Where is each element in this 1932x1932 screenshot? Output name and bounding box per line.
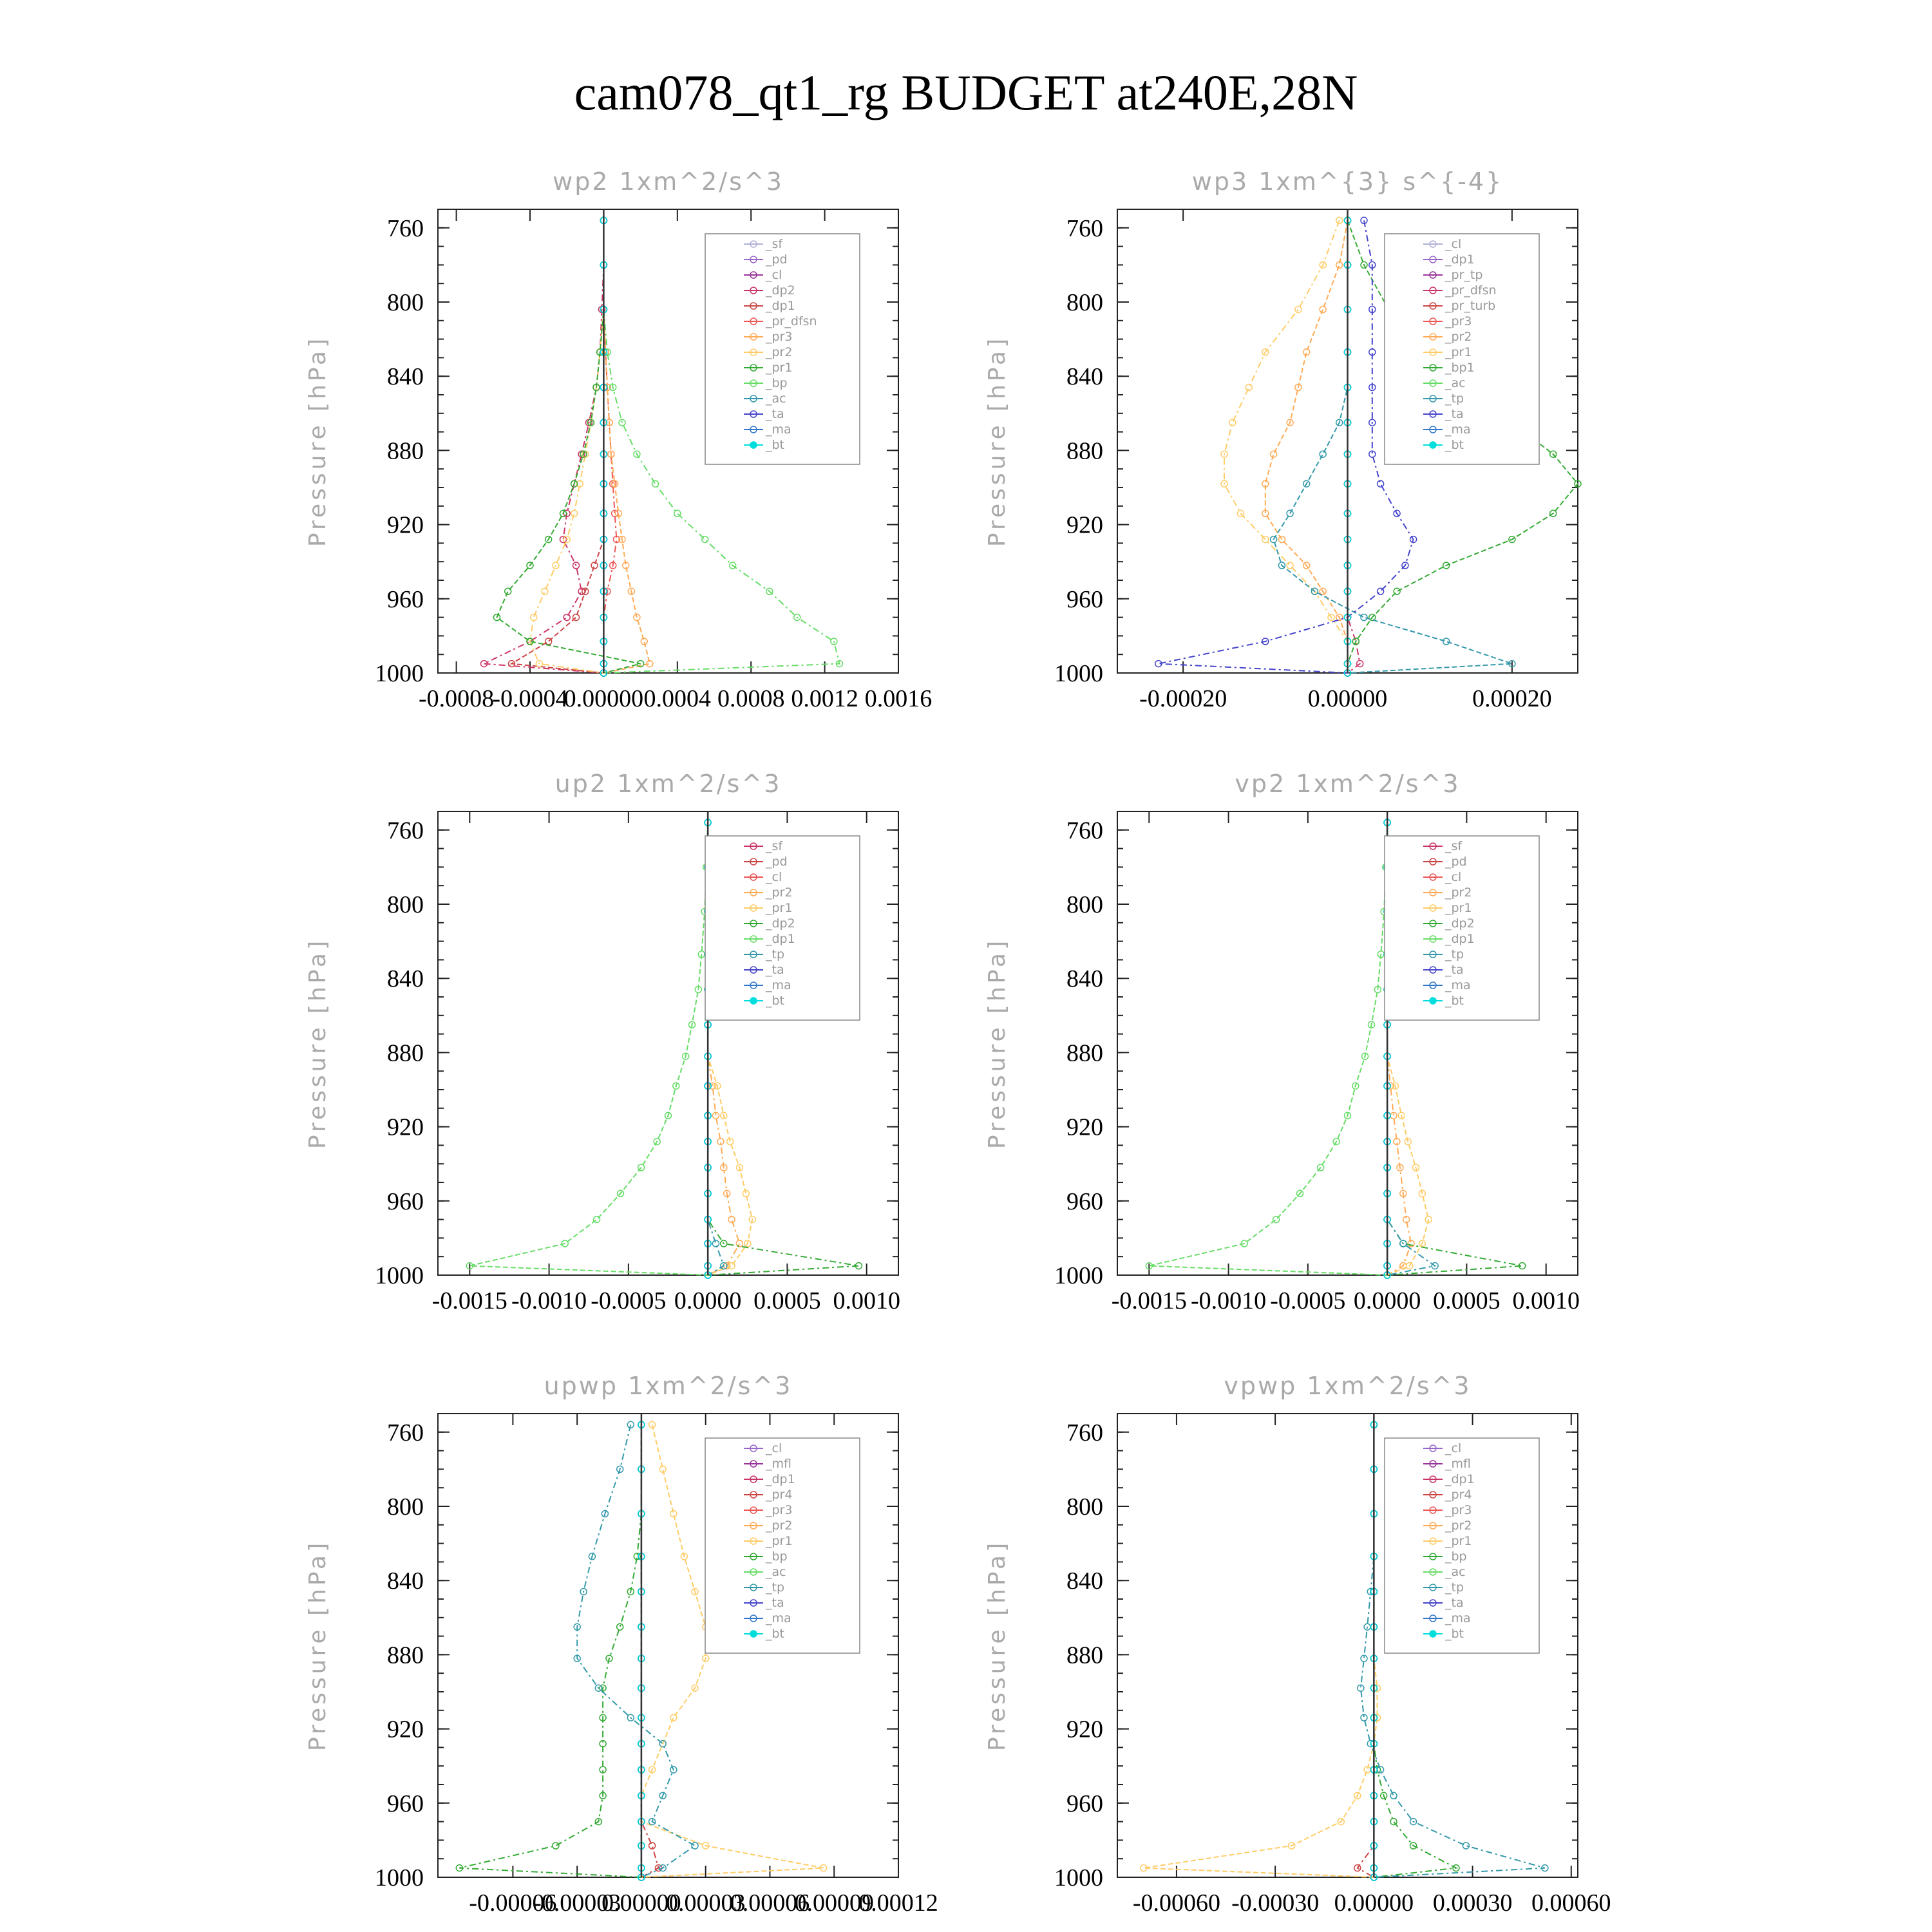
y-tick-label: 920 (1066, 1113, 1103, 1141)
panel-6 (984, 1372, 1611, 1917)
series-line-ta (1159, 220, 1414, 673)
y-tick-label: 880 (387, 437, 424, 465)
y-tick-label: 960 (387, 1188, 424, 1215)
y-tick-label: 800 (387, 289, 424, 316)
y-tick-label: 840 (387, 965, 424, 993)
y-tick-label: 800 (387, 891, 424, 918)
legend-label: _dp1 (1445, 252, 1475, 267)
x-tick-label: -0.0010 (511, 1287, 587, 1314)
x-tick-label: 0.00000 (564, 685, 644, 712)
panel-title: vpwp 1xm^2/s^3 (1224, 1372, 1472, 1400)
panel-title: wp2 1xm^2/s^3 (553, 167, 784, 196)
panel-title: upwp 1xm^2/s^3 (544, 1372, 793, 1400)
x-tick-label: 0.00012 (858, 1889, 938, 1917)
legend (705, 1438, 860, 1653)
panel-3 (305, 770, 900, 1314)
series-line-pr-dfsn (1348, 220, 1360, 673)
y-tick-label: 760 (1066, 1419, 1103, 1446)
x-tick-label: 0.00006 (730, 1889, 810, 1917)
series-point (1295, 307, 1302, 313)
series-point (1320, 307, 1326, 313)
y-tick-label: 760 (387, 817, 424, 844)
legend-label: _pr1 (1445, 901, 1472, 915)
x-tick-label: 0.0010 (833, 1287, 900, 1314)
series-line-dp1 (1149, 822, 1387, 1275)
legend-label: _dp2 (1445, 916, 1475, 931)
series-point (1378, 588, 1384, 594)
legend-label: _ma (766, 1611, 791, 1625)
y-tick-label: 760 (1066, 817, 1103, 844)
series-point (594, 1217, 600, 1223)
x-tick-label: 0.0000 (674, 1287, 742, 1314)
panel-1 (305, 167, 932, 712)
legend-label: _bp (766, 376, 788, 390)
y-tick-label: 960 (1066, 1790, 1103, 1817)
series-line-tp (577, 1425, 695, 1877)
y-tick-label: 1000 (375, 1864, 424, 1891)
series-line-pr1 (1224, 220, 1348, 673)
series-point (1287, 562, 1293, 569)
legend-label: _ma (766, 978, 791, 992)
legend-label: _pr1 (766, 361, 793, 375)
figure-title: cam078_qt1_rg BUDGET at240E,28N (574, 64, 1358, 120)
legend-label: _dp2 (766, 916, 795, 931)
legend-marker (1430, 1631, 1436, 1637)
series-point (1394, 588, 1400, 594)
x-tick-label: 0.0016 (864, 685, 933, 712)
y-axis-label: Pressure [hPa] (984, 937, 1010, 1150)
series-line-pr4 (1358, 1425, 1374, 1877)
legend (705, 836, 860, 1020)
legend-label: _pr_turb (1445, 299, 1496, 313)
x-tick-label: -0.0015 (431, 1287, 507, 1314)
y-tick-label: 760 (387, 214, 424, 242)
y-tick-label: 880 (1066, 1642, 1103, 1669)
x-tick-label: -0.00020 (1139, 685, 1227, 712)
y-tick-label: 1000 (375, 660, 424, 687)
legend-label: _pr1 (1445, 345, 1472, 359)
series-line-pr1 (497, 220, 641, 673)
legend-label: _tp (1445, 392, 1464, 406)
legend-label: _ta (766, 963, 784, 977)
x-tick-label: 0.0010 (1512, 1287, 1580, 1314)
y-tick-label: 920 (387, 1716, 424, 1743)
x-tick-label: -0.00030 (1231, 1889, 1320, 1917)
y-tick-label: 800 (387, 1493, 424, 1520)
legend-label: _bt (1445, 1627, 1464, 1641)
y-tick-label: 960 (387, 1790, 424, 1817)
panel-title: vp2 1xm^2/s^3 (1235, 770, 1461, 798)
x-tick-label: 0.0005 (753, 1287, 821, 1314)
legend-label: _ta (766, 1596, 784, 1610)
x-tick-label: -0.00060 (1132, 1889, 1221, 1917)
legend-label: _pr_dfsn (766, 314, 817, 328)
legend-label: _pr4 (1445, 1488, 1472, 1502)
legend-label: _pr3 (766, 1503, 793, 1517)
panels (305, 167, 1611, 1917)
y-tick-label: 960 (387, 585, 424, 613)
panel-title: wp3 1xm^{3} s^{-4} (1191, 167, 1504, 196)
legend-label: _tp (766, 947, 785, 961)
y-tick-label: 800 (1066, 1493, 1103, 1520)
series-point (617, 1624, 623, 1630)
x-tick-label: 0.00060 (1531, 1889, 1611, 1917)
x-tick-label: -0.0004 (492, 685, 568, 712)
x-tick-label: -0.00003 (533, 1889, 621, 1917)
legend-label: _sf (766, 839, 783, 853)
y-axis-label: Pressure [hPa] (305, 335, 331, 547)
series-point (1245, 384, 1252, 391)
legend-label: _ta (1445, 963, 1464, 977)
legend-label: _dp1 (766, 932, 795, 946)
legend-label: _tp (1445, 947, 1464, 961)
series-point (1278, 536, 1285, 543)
legend (1385, 836, 1539, 1020)
legend-label: _ma (1445, 978, 1471, 992)
x-tick-label: 0.00020 (1472, 685, 1552, 712)
legend-label: _pr3 (766, 330, 793, 344)
series-point (1390, 1819, 1397, 1825)
legend-label: _cl (766, 1441, 782, 1455)
x-tick-label: 0.00000 (1307, 685, 1388, 712)
legend-label: _bp (1445, 1549, 1467, 1564)
x-tick-label: -0.00006 (469, 1889, 557, 1917)
legend-label: _bt (1445, 438, 1464, 452)
y-tick-label: 880 (387, 1642, 424, 1669)
legend-label: _cl (1445, 237, 1462, 251)
legend-label: _pr1 (766, 1534, 793, 1548)
legend-label: _bp1 (1445, 361, 1475, 375)
x-tick-label: -0.0010 (1191, 1287, 1267, 1314)
y-axis-label: Pressure [hPa] (984, 335, 1010, 547)
legend-label: _pd (1445, 855, 1467, 869)
y-tick-label: 840 (387, 1567, 424, 1595)
series-line-dp1 (469, 822, 708, 1275)
series-point (542, 588, 548, 594)
legend-label: _ma (766, 422, 791, 437)
legend-label: _pr3 (1445, 314, 1472, 328)
series-point (713, 1240, 719, 1247)
legend-label: _ac (766, 1565, 786, 1579)
x-tick-label: 0.0008 (717, 685, 785, 712)
y-tick-label: 800 (1066, 891, 1103, 918)
y-tick-label: 800 (1066, 289, 1103, 316)
x-tick-label: 0.00000 (1334, 1889, 1414, 1917)
legend-label: _cl (1445, 870, 1462, 884)
legend-label: _ta (1445, 407, 1464, 421)
legend-label: _pd (766, 855, 788, 869)
x-tick-label: 0.00003 (665, 1889, 746, 1917)
legend-label: _bt (1445, 994, 1464, 1008)
legend-label: _pr3 (1445, 1503, 1472, 1517)
x-tick-label: 0.0012 (791, 685, 858, 712)
legend-label: _pr_tp (1445, 268, 1483, 282)
legend-label: _ac (1445, 376, 1466, 390)
x-tick-label: -0.0005 (591, 1287, 667, 1314)
legend-label: _dp1 (1445, 932, 1475, 946)
legend-label: _sf (766, 237, 783, 251)
legend-label: _dp1 (766, 1472, 795, 1486)
legend-label: _bp (766, 1549, 788, 1564)
y-tick-label: 840 (387, 363, 424, 391)
legend-marker (750, 1631, 757, 1637)
legend (1385, 234, 1539, 464)
y-tick-label: 1000 (1054, 1262, 1103, 1289)
series-line-pr1 (1144, 1425, 1378, 1877)
y-tick-label: 1000 (1054, 660, 1103, 687)
legend-label: _pd (766, 252, 788, 267)
legend (705, 234, 860, 464)
y-tick-label: 960 (1066, 1188, 1103, 1215)
legend-label: _sf (1445, 839, 1463, 853)
series-point (564, 614, 570, 621)
legend-label: _pr2 (1445, 1519, 1472, 1533)
legend-label: _cl (766, 870, 782, 884)
series-point (674, 510, 681, 516)
y-tick-label: 920 (1066, 511, 1103, 539)
legend-label: _tp (766, 1580, 785, 1595)
x-tick-label: -0.0005 (1270, 1287, 1346, 1314)
legend-label: _cl (766, 268, 782, 282)
y-axis-label: Pressure [hPa] (305, 1539, 331, 1752)
legend-label: _dp2 (766, 283, 795, 298)
y-tick-label: 1000 (1054, 1864, 1103, 1891)
legend-label: _tp (1445, 1580, 1464, 1595)
series-point (1320, 451, 1326, 457)
y-tick-label: 840 (1066, 1567, 1103, 1595)
series-line-dp1 (511, 220, 603, 673)
legend-label: _cl (1445, 1441, 1462, 1455)
x-tick-label: 0.00030 (1432, 1889, 1513, 1917)
legend-label: _pr4 (766, 1488, 793, 1502)
x-tick-label: 0.0005 (1433, 1287, 1501, 1314)
legend-label: _pr1 (766, 901, 793, 915)
y-tick-label: 960 (1066, 585, 1103, 613)
series-point (573, 614, 580, 621)
x-tick-label: 0.0000 (1353, 1287, 1421, 1314)
panel-5 (305, 1372, 938, 1917)
series-point (531, 614, 537, 621)
y-axis-label: Pressure [hPa] (984, 1539, 1010, 1752)
series-point (545, 638, 552, 645)
legend-label: _ac (1445, 1565, 1466, 1579)
legend-label: _ma (1445, 422, 1471, 437)
legend-marker (1430, 998, 1436, 1004)
legend-label: _mfl (766, 1457, 791, 1471)
x-tick-label: -0.0008 (419, 685, 495, 712)
legend-marker (1430, 442, 1436, 448)
y-tick-label: 880 (1066, 1039, 1103, 1067)
y-tick-label: 880 (387, 1039, 424, 1067)
legend-label: _bt (766, 1627, 785, 1641)
x-tick-label: -0.0015 (1111, 1287, 1187, 1314)
panel-title: up2 1xm^2/s^3 (554, 770, 782, 798)
series-point (1273, 1217, 1280, 1223)
y-tick-label: 840 (1066, 965, 1103, 993)
y-axis-label: Pressure [hPa] (305, 937, 331, 1150)
legend-label: _ma (1445, 1611, 1471, 1625)
legend-label: _ta (1445, 1596, 1464, 1610)
x-tick-label: 0.0004 (643, 685, 712, 712)
legend-label: _pr2 (1445, 886, 1472, 900)
series-line-pr2 (530, 220, 603, 673)
y-tick-label: 760 (387, 1419, 424, 1446)
y-tick-label: 920 (1066, 1716, 1103, 1743)
legend-label: _dp1 (1445, 1472, 1475, 1486)
series-point (553, 1842, 559, 1849)
series-point (505, 588, 511, 594)
series-line-bp (459, 1425, 641, 1877)
series-line-pr2 (1265, 220, 1348, 673)
y-tick-label: 1000 (375, 1262, 424, 1289)
panel-2 (984, 167, 1581, 712)
legend-marker (750, 442, 757, 448)
legend-marker (750, 998, 757, 1004)
y-tick-label: 880 (1066, 437, 1103, 465)
legend-label: _pr_dfsn (1445, 283, 1497, 298)
legend-label: _pr2 (766, 886, 793, 900)
legend-label: _pr2 (766, 345, 793, 359)
legend-label: _bt (766, 438, 785, 452)
y-tick-label: 920 (387, 511, 424, 539)
legend (1385, 1438, 1539, 1653)
panel-4 (984, 770, 1580, 1314)
legend-label: _pr1 (1445, 1534, 1472, 1548)
series-point (1390, 1792, 1397, 1799)
series-line-pr3 (603, 220, 650, 673)
x-tick-label: 0.00009 (794, 1889, 874, 1917)
legend-label: _mfl (1445, 1457, 1471, 1471)
x-tick-label: 0.00000 (601, 1889, 681, 1917)
legend-label: _pr2 (766, 1519, 793, 1533)
legend-label: _dp1 (766, 299, 795, 313)
series-point (652, 480, 659, 487)
series-point (670, 1714, 677, 1721)
series-point (728, 1263, 735, 1269)
series-point (692, 1842, 698, 1849)
series-line-pr4 (641, 1425, 659, 1877)
y-tick-label: 760 (1066, 214, 1103, 242)
legend-label: _bt (766, 994, 785, 1008)
y-tick-label: 920 (387, 1113, 424, 1141)
legend-label: _pr2 (1445, 330, 1472, 344)
legend-label: _ta (766, 407, 784, 421)
legend-label: _ac (766, 392, 786, 406)
series-point (702, 536, 708, 543)
y-tick-label: 840 (1066, 363, 1103, 391)
series-point (591, 562, 598, 569)
